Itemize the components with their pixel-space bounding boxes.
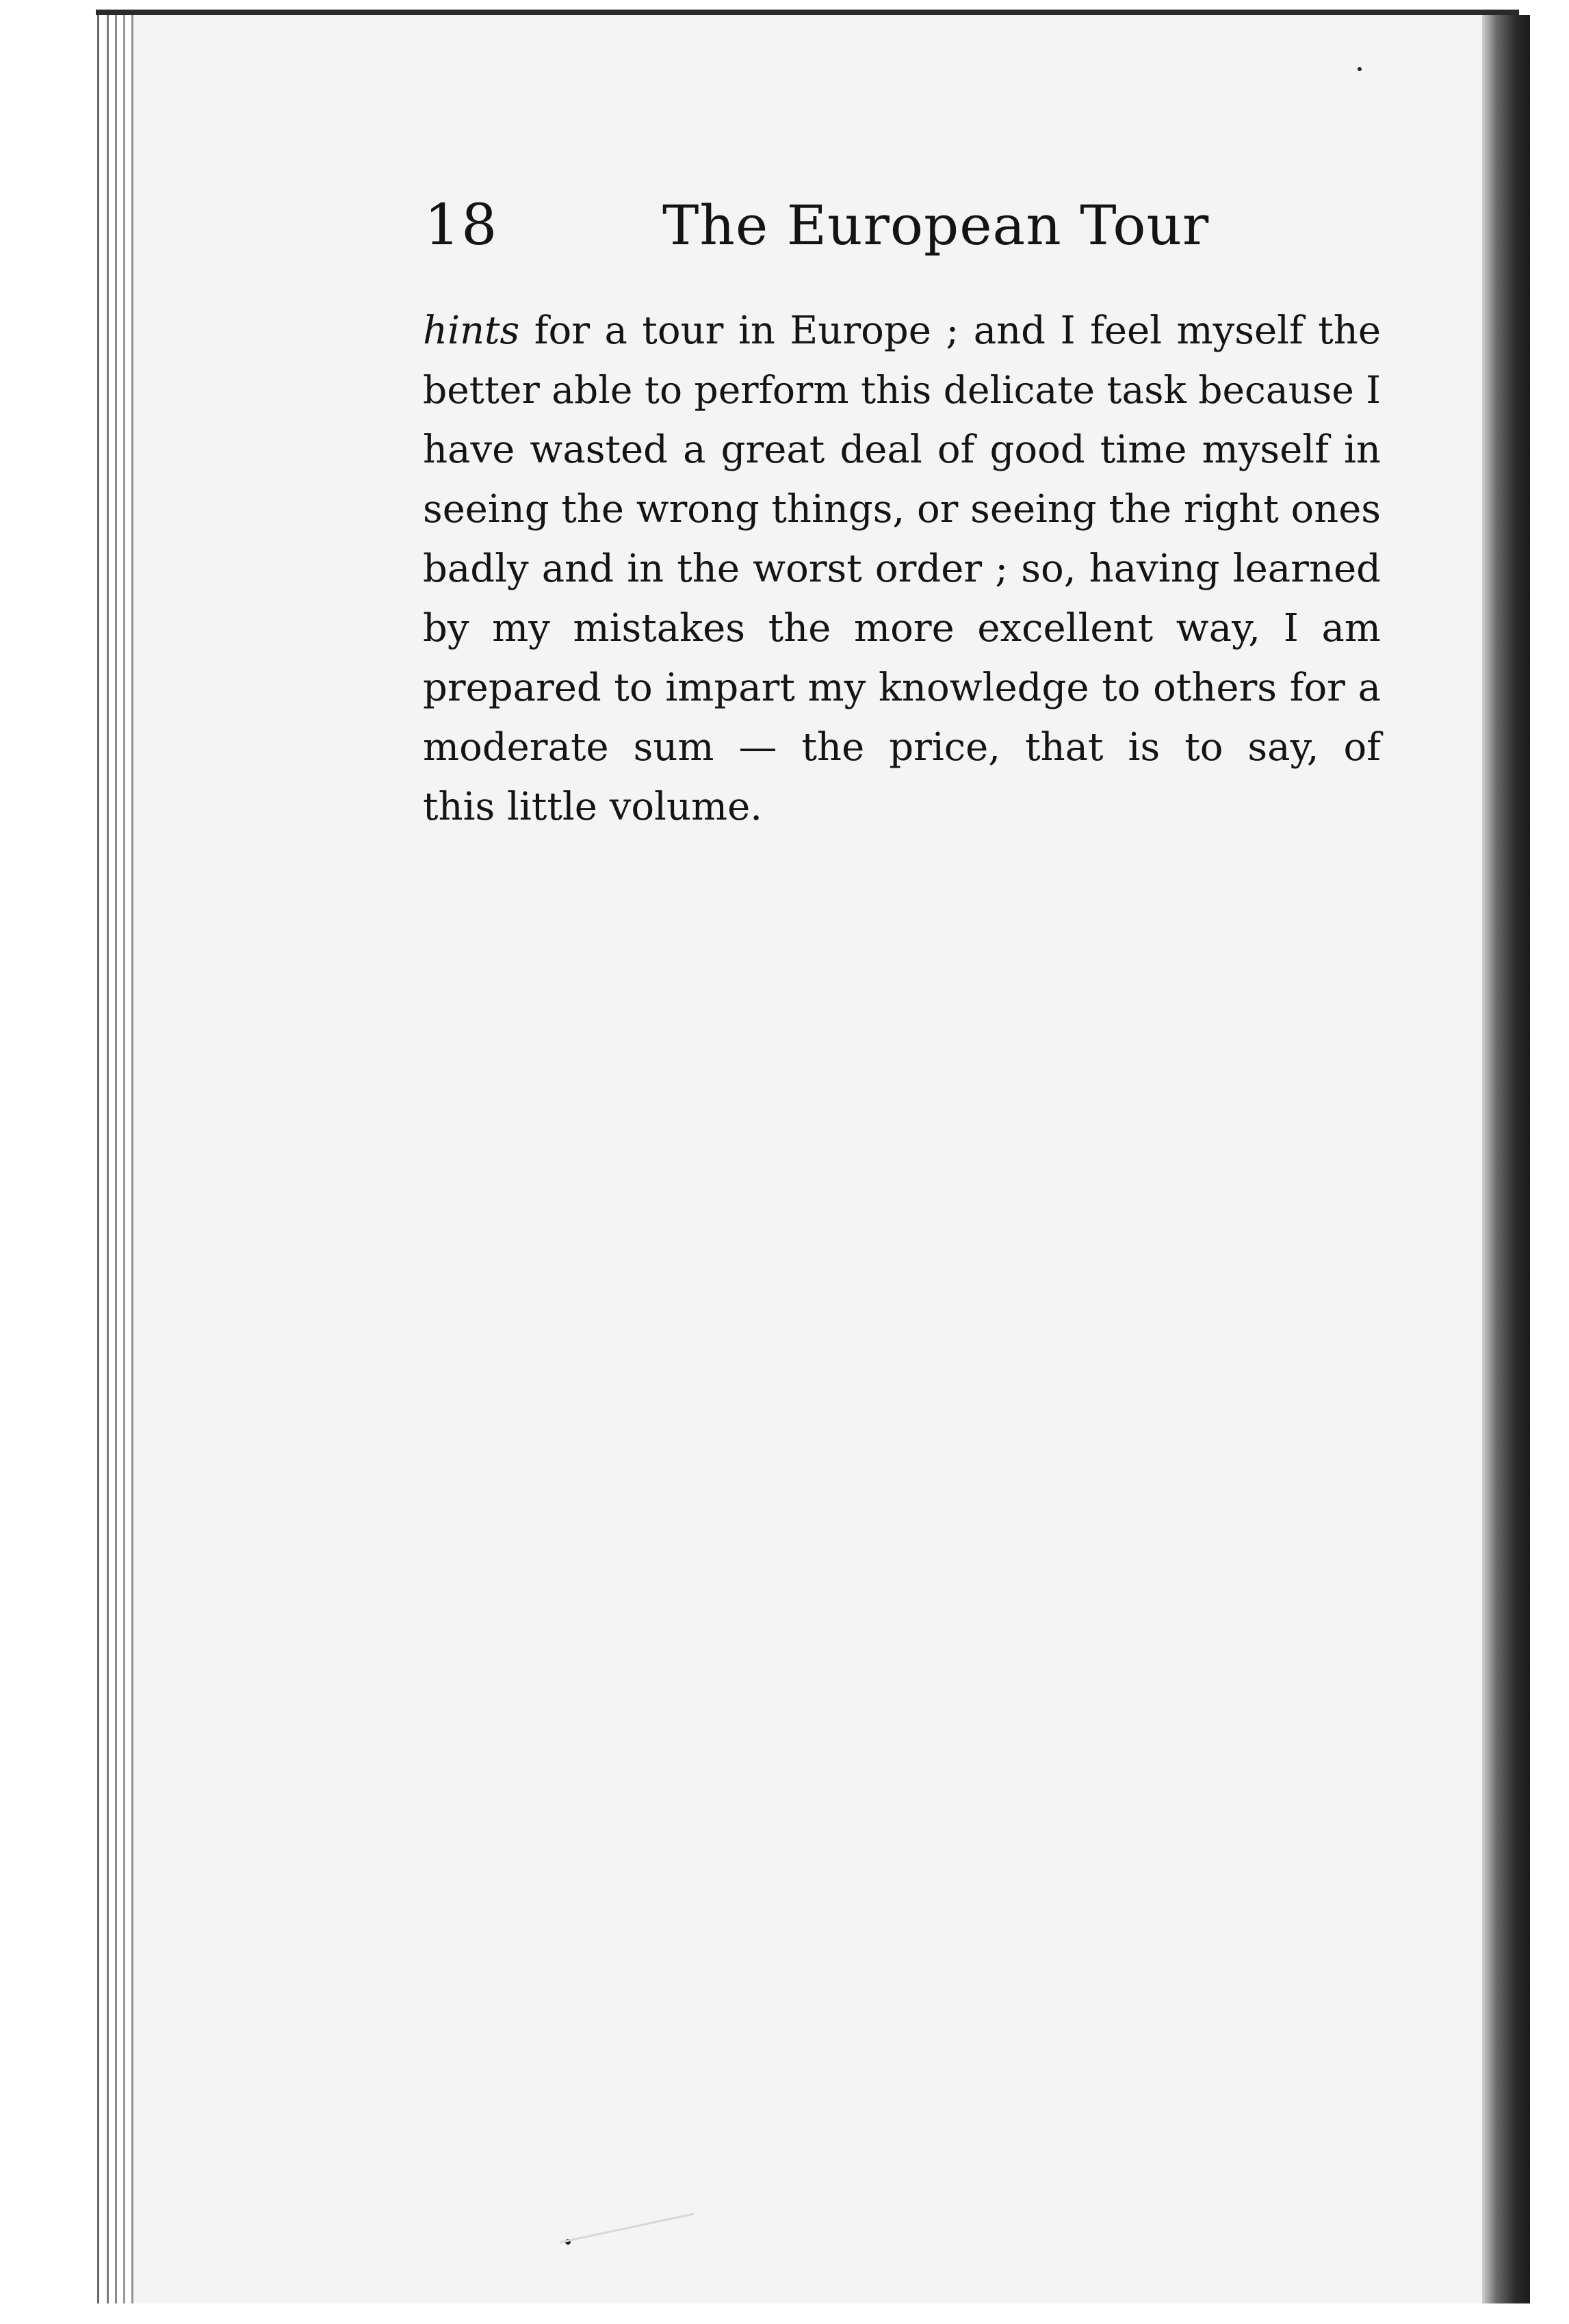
text-line — [423, 777, 1381, 837]
ink-speck — [1358, 67, 1362, 71]
scan-bottom-margin — [0, 2303, 1569, 2324]
page-stack-edge — [107, 14, 109, 2303]
line-text: seeing the wrong things, or seeing the right ones — [423, 487, 1381, 532]
italic-word: hints — [423, 309, 520, 353]
page-stack-edge — [115, 14, 117, 2303]
text-line — [423, 420, 1381, 480]
page-top-edge — [96, 10, 1519, 15]
page-stack-edge — [131, 14, 133, 2303]
line-text: this little volume. — [423, 785, 763, 829]
text-line — [423, 718, 1381, 777]
line-text: for a tour in Europe ; and I feel myself the — [519, 309, 1381, 353]
text-line — [423, 361, 1381, 420]
line-text: prepared to impart my knowledge to others for a — [423, 666, 1381, 710]
text-line — [423, 539, 1381, 599]
page-stack-edge — [97, 14, 99, 2303]
text-line — [423, 658, 1381, 718]
running-title: The European Tour — [662, 194, 1210, 257]
page-stack-edge — [123, 14, 125, 2303]
line-text: by my mistakes the more excellent way, I am — [423, 606, 1381, 651]
line-text: better able to perform this delicate task because I — [423, 368, 1381, 412]
line-text: have wasted a great deal of good time myself in — [423, 428, 1381, 472]
running-header — [424, 185, 1382, 267]
page-number: 18 — [424, 193, 499, 258]
page-spine-shadow — [1482, 15, 1530, 2303]
text-line — [423, 480, 1381, 539]
text-line — [423, 301, 1381, 361]
scan-right-margin — [1530, 0, 1569, 2324]
line-text: moderate sum — the price, that is to say, of — [423, 725, 1381, 770]
line-text: badly and in the worst order ; so, having learned — [423, 547, 1381, 591]
text-line — [423, 599, 1381, 658]
body-text — [423, 301, 1381, 837]
scan-left-margin — [0, 0, 96, 2324]
